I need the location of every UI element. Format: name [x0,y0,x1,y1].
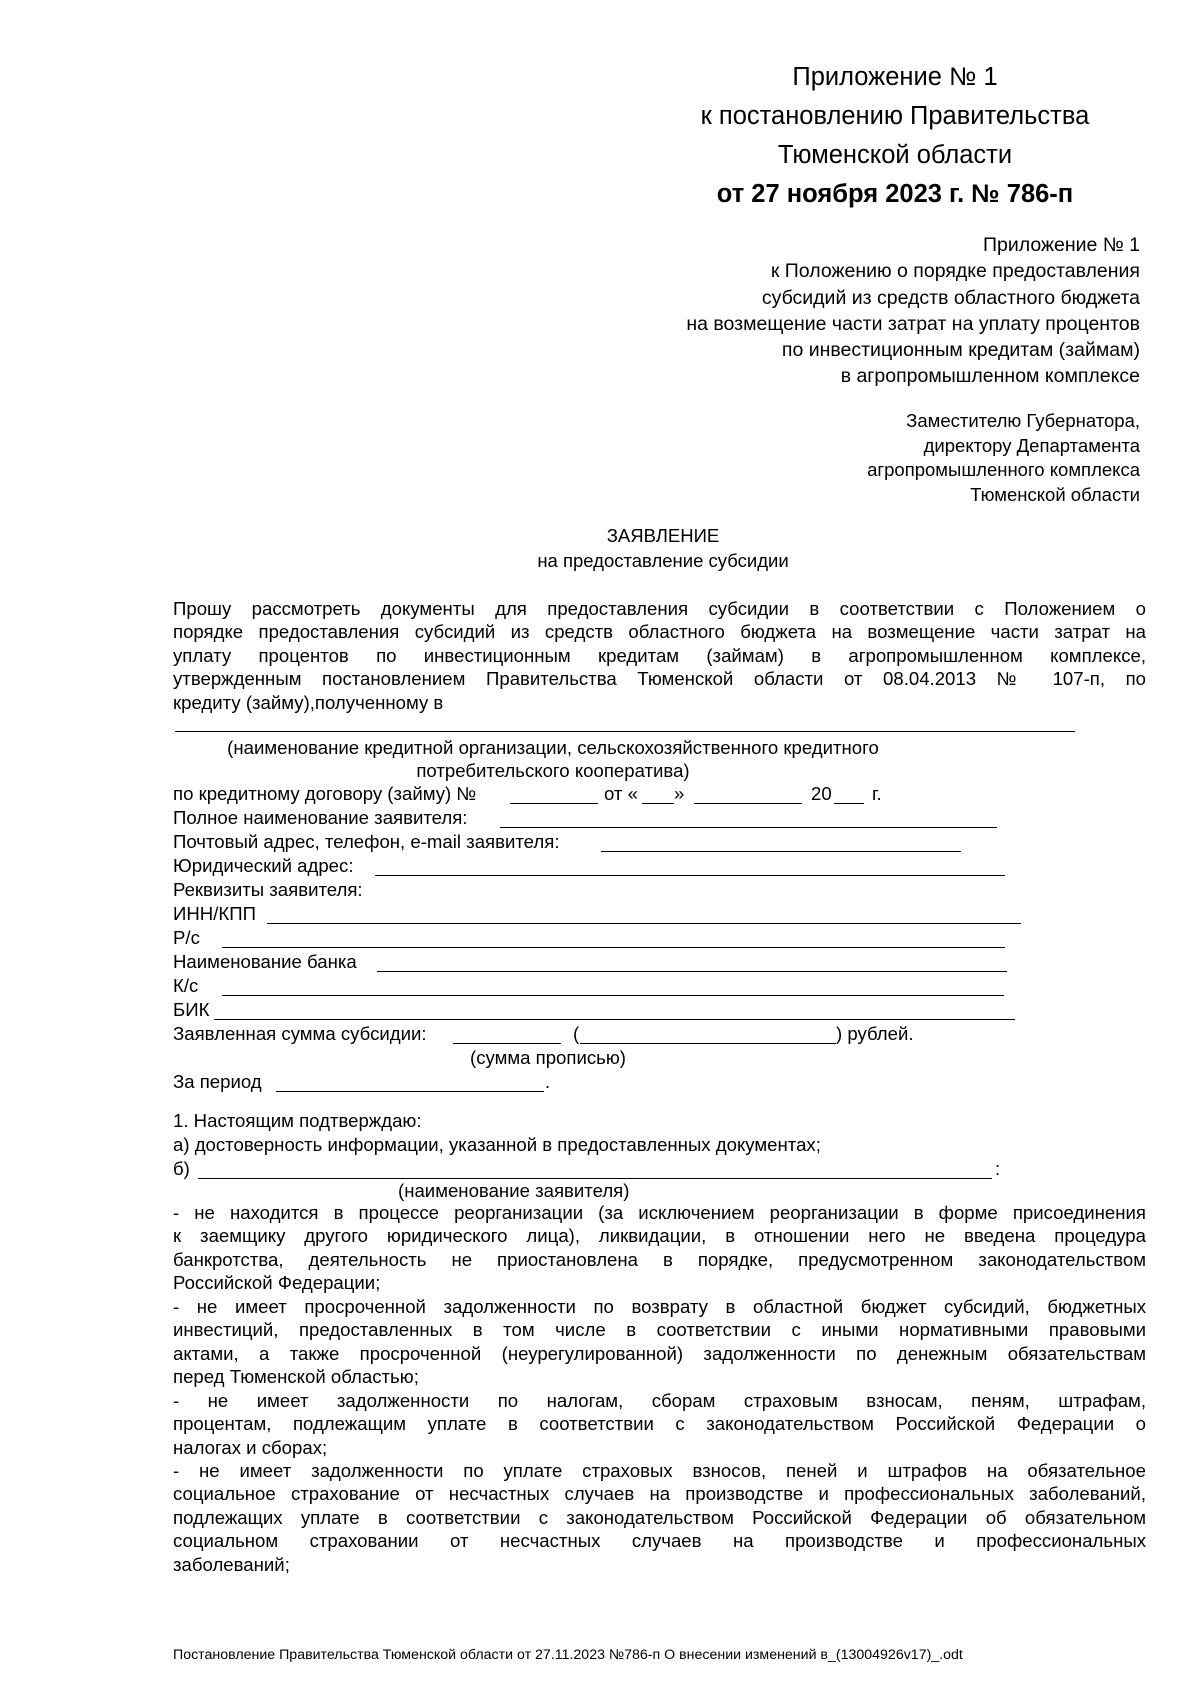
bullet-1-line4: Российской Федерации; [173,1272,381,1294]
header-main-line1: Приложение № 1 [792,63,998,91]
contract-from-label: от « [604,783,638,804]
inn-label: ИНН/КПП [173,903,256,924]
bullet-2 [173,1295,1146,1389]
postal-label: Почтовый адрес, телефон, e-mail заявителя: [173,831,560,852]
header-main-line4: от 27 ноября 2023 г. № 786-п [716,180,1074,208]
bullet-2-line3: актами, а также просроченной (неурегулированной) задолженности по денежным обязательствам [173,1342,1146,1364]
creditor-caption-2: потребительского кооператива) [416,760,690,781]
header-annex-line4: на возмещение части затрат на уплату процентов [686,312,1140,335]
header-annex-line2: к Положению о порядке предоставления [770,260,1140,283]
contract-number-field[interactable] [510,803,598,804]
rs-field[interactable] [222,947,1005,948]
intro-line4: утвержденным постановлением Правительства Тюменской области от 08.04.2013 № 107-п, по [173,668,1146,690]
bullet-2-line4: перед Тюменской областью; [173,1366,419,1388]
bullet-3-line2: процентам, подлежащим уплате в соответствии с законодательством Российской Федерации о [173,1413,1146,1435]
contract-quote-close: » [674,783,685,804]
bullet-1-line3: банкротства, деятельность не приостановлена в порядке, предусмотренном законодательством [173,1248,1146,1270]
contract-day-field[interactable] [642,803,674,804]
requisites-label: Реквизиты заявителя: [173,879,363,900]
legal-address-field[interactable] [375,875,1005,876]
bullet-4-line5: заболеваний; [173,1553,290,1575]
legal-address-label: Юридический адрес: [173,855,354,876]
bullet-3-line1: - не имеет задолженности по налогам, сборам страховым взносам, пеням, штрафам, [173,1390,1146,1411]
period-label: За период [173,1071,262,1092]
header-main-line3: Тюменской области [777,141,1013,169]
document-title: ЗАЯВЛЕНИЕ [606,525,720,546]
confirm-item-b-caption: (наименование заявителя) [398,1180,630,1201]
intro-paragraph [173,597,1146,714]
amount-number-field[interactable] [453,1043,561,1044]
bullet-3-line3: налогах и сборах; [173,1436,328,1458]
intro-line2: порядке предоставления субсидий из средств областного бюджета на возмещение части затрат на [173,621,1146,643]
addressee-line4: Тюменской области [970,483,1140,505]
bik-label: БИК [173,999,210,1020]
bullet-4-line2: социальное страхование от несчастных случаев на производстве и профессиональных заболеваний, [173,1483,1146,1505]
header-annex-line1: Приложение № 1 [983,234,1140,256]
addressee-line1: Заместителю Губернатора, [906,410,1140,431]
confirm-item-a: а) достоверность информации, указанной в предоставленных документах; [173,1134,821,1155]
header-main [660,58,1130,214]
amount-close: ) рублей. [836,1023,914,1044]
applicant-name-field[interactable] [500,827,997,828]
header-annex-line5: по инвестиционным кредитам (займам) [781,339,1140,362]
ks-label: К/с [173,975,199,996]
contract-month-field[interactable] [694,803,802,804]
bullet-2-line2: инвестиций, предоставленных в том числе в соответствии с иными нормативными правовыми [173,1319,1146,1341]
postal-field[interactable] [601,851,961,852]
addressee-line2: директору Департамента [923,434,1140,456]
header-main-line2: к постановлению Правительства [700,102,1090,130]
addressee-line3: агропромышленного комплекса [867,459,1140,480]
bullet-1 [173,1201,1146,1295]
applicant-name-label: Полное наименование заявителя: [173,807,468,828]
bullet-4-line4: социальном страховании от несчастных случаев на производстве и профессиональных [173,1530,1146,1552]
bik-field[interactable] [214,1019,1015,1020]
contract-year-label: 20 [811,783,832,804]
bullet-1-line1: - не находится в процессе реорганизации (за исключением реорганизации в форме присоединения [173,1202,1146,1223]
creditor-name-field[interactable] [175,731,1075,732]
header-annex-line3: субсидий из средств областного бюджета [761,286,1140,309]
period-dot: . [545,1071,551,1092]
intro-line5: кредиту (займу),полученному в [173,691,444,713]
amount-label: Заявленная сумма субсидии: [173,1023,427,1044]
creditor-caption-1: (наименование кредитной организации, сельскохозяйственного кредитного [227,737,879,758]
bullet-3 [173,1389,1146,1459]
intro-line3: уплату процентов по инвестиционным кредитам (займам) в агропромышленном комплексе, [173,644,1146,666]
addressee [720,409,1140,507]
amount-open-paren: ( [573,1023,580,1044]
bullet-2-line1: - не имеет просроченной задолженности по возврату в областной бюджет субсидий, бюджетных [173,1296,1146,1317]
bullet-4-line1: - не имеет задолженности по уплате страховых взносов, пеней и штрафов на обязательное [173,1460,1146,1481]
amount-words-field[interactable] [580,1043,836,1044]
bank-field[interactable] [377,971,1007,972]
rs-label: Р/с [173,927,200,948]
contract-year-suffix: г. [872,783,882,804]
confirm-item-b-colon: : [995,1158,1001,1179]
contract-year-field[interactable] [834,803,864,804]
bank-label: Наименование банка [173,951,357,972]
header-annex [540,232,1140,390]
document-footer: Постановление Правительства Тюменской области от 27.11.2023 №786-п О внесении изменений в_(13004926v17)_.odt [173,1647,963,1663]
document-subtitle: на предоставление субсидии [537,550,789,571]
ks-field[interactable] [222,995,1004,996]
inn-field[interactable] [267,923,1021,924]
period-field[interactable] [276,1091,544,1092]
confirm-heading: 1. Настоящим подтверждаю: [173,1110,422,1131]
intro-line1: Прошу рассмотреть документы для предоставления субсидии в соответствии с Положением о [173,598,1146,619]
contract-label: по кредитному договору (займу) № [173,783,477,804]
bullet-1-line2: к заемщику другого юридического лица), ликвидации, в отношении него не введена процедура [173,1225,1146,1247]
bullet-4 [173,1459,1146,1576]
bullet-4-line3: подлежащих уплате в соответствии с законодательством Российской Федерации об обязательном [173,1506,1146,1528]
header-annex-line6: в агропромышленном комплексе [840,365,1140,388]
amount-caption: (сумма прописью) [470,1047,626,1068]
confirm-item-b-label: б) [173,1158,190,1179]
